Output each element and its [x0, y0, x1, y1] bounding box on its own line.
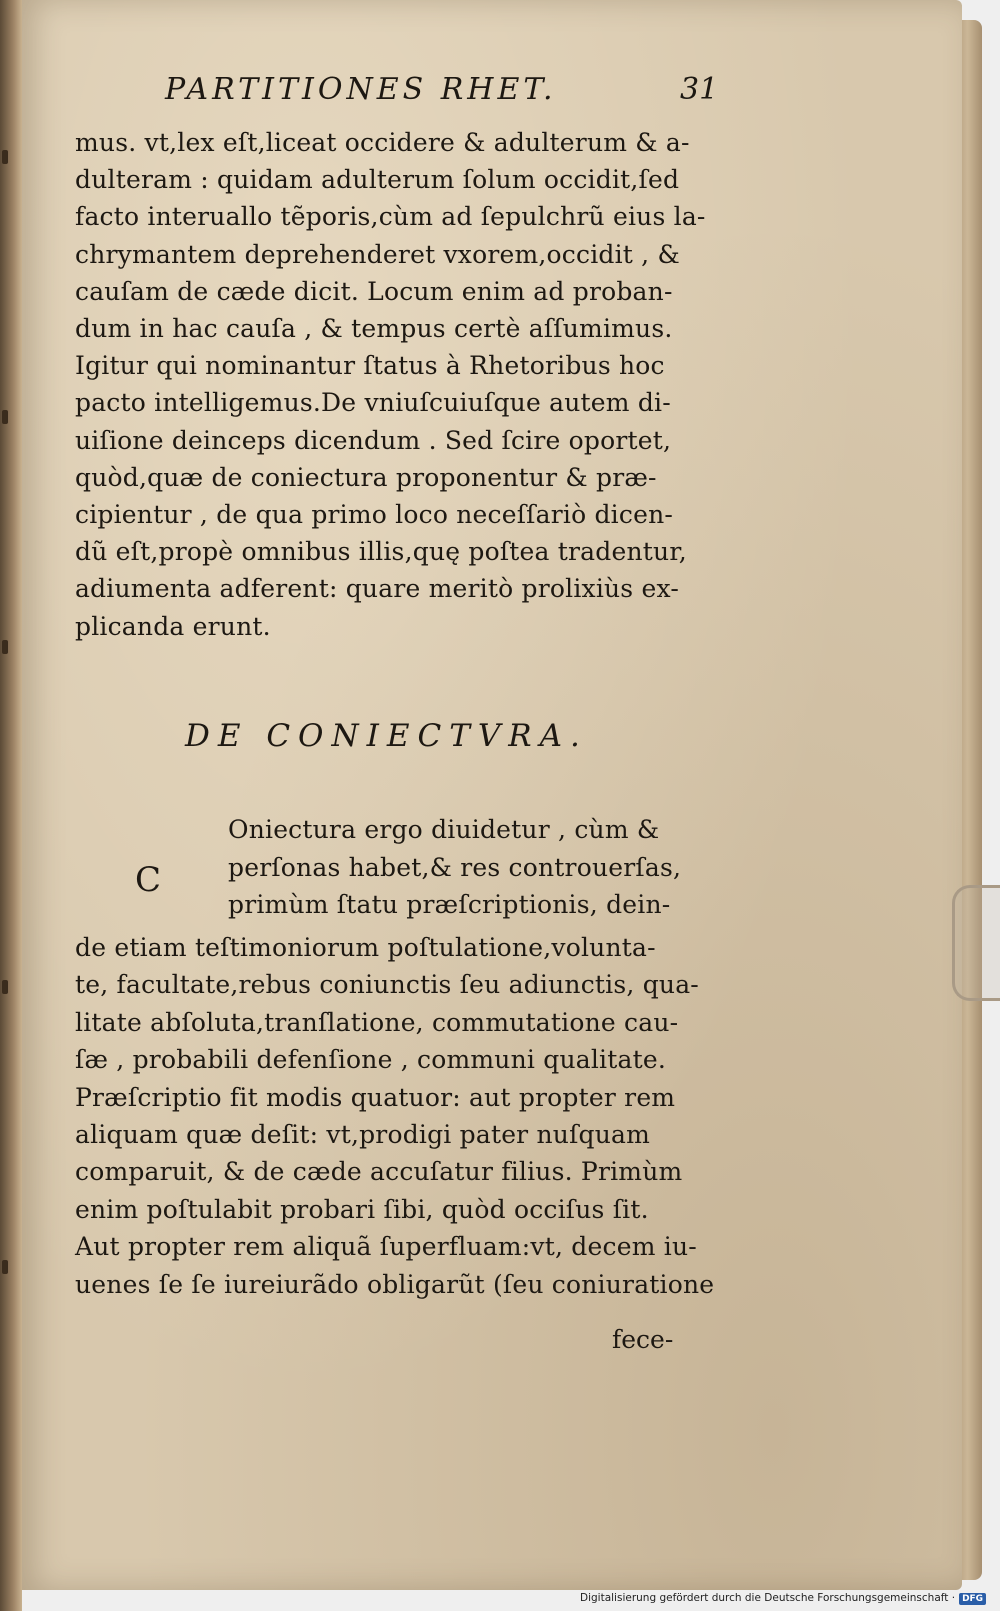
- text-line: enim poſtulabit probari ſibi, quòd occiſus ſit.: [75, 1194, 649, 1224]
- binding-notch: [2, 640, 8, 654]
- text-line: facto interuallo tẽporis,cùm ad ſepulchrũ eius la-: [75, 202, 706, 232]
- running-head-title: PARTITIONES RHET.: [165, 72, 557, 107]
- text-line: quòd,quæ de coniectura proponentur & præ-: [75, 462, 657, 492]
- section-title: DE CONIECTVRA.: [185, 718, 588, 754]
- text-line: te, facultate,rebus coniunctis ſeu adiunctis, qua-: [75, 970, 699, 1000]
- dfg-logo: DFG: [959, 1593, 986, 1605]
- credit-text: Digitalisierung gefördert durch die Deutsche Forschungsgemeinschaft ·: [580, 1592, 956, 1604]
- text-line: Aut propter rem aliquã ſuperfluam:vt, decem iu-: [75, 1232, 697, 1262]
- drop-cap: C: [135, 860, 162, 900]
- left-page-edge: [0, 0, 22, 1611]
- binding-notch: [2, 150, 8, 164]
- text-line: mus. vt,lex eſt,liceat occidere & adulterum & a-: [75, 128, 690, 157]
- text-line: uenes ſe ſe iureiurãdo obligarũt (ſeu coniuratione: [75, 1269, 715, 1299]
- text-line: chrymantem deprehenderet vxorem,occidit , &: [75, 239, 680, 269]
- text-line: comparuit, & de cæde accuſatur filius. Primùm: [75, 1157, 683, 1187]
- catchword: fece-: [612, 1325, 674, 1354]
- text-line: cipientur , de qua primo loco neceſſariò dicen-: [75, 500, 674, 529]
- text-line: dulteram : quidam adulterum ſolum occidit,ſed: [75, 165, 680, 195]
- binding-notch: [2, 1260, 8, 1274]
- text-line: plicanda erunt.: [75, 611, 271, 641]
- text-line: Oniectura ergo diuidetur , cùm &: [228, 815, 660, 844]
- text-line: de etiam teſtimoniorum poſtulatione,volunta-: [75, 933, 656, 962]
- text-line: dum in hac cauſa , & tempus certè aſſumimus.: [75, 314, 673, 343]
- text-line: adiumenta adferent: quare meritò prolixiùs ex-: [75, 574, 679, 604]
- folio-number: 31: [680, 72, 719, 107]
- binding-notch: [2, 410, 8, 424]
- text-line: ſæ , probabili defenſione , communi qualitate.: [75, 1045, 666, 1075]
- binding-notch: [2, 980, 8, 994]
- book-page: [22, 0, 962, 1590]
- text-line: dũ eſt,propè omnibus illis,quę poſtea tradentur,: [75, 537, 687, 567]
- digitization-credit: [580, 1592, 986, 1605]
- text-line: aliquam quæ deſit: vt,prodigi pater nuſquam: [75, 1120, 651, 1149]
- text-line: Præſcriptio fit modis quatuor: aut propter rem: [75, 1082, 676, 1112]
- text-line: uiſione deinceps dicendum . Sed ſcire oportet,: [75, 425, 672, 455]
- text-line: litate abſoluta,tranſlatione, commutatione cau-: [75, 1007, 679, 1037]
- running-head: [165, 72, 725, 107]
- text-line: pacto intelligemus.De vniuſcuiuſque autem di-: [75, 388, 671, 418]
- text-line: primùm ſtatu præſcriptionis, dein-: [228, 890, 671, 919]
- text-line: cauſam de cæde dicit. Locum enim ad proban-: [75, 276, 673, 306]
- text-line: perſonas habet,& res controuerſas,: [228, 852, 682, 882]
- page-clip: [952, 885, 1000, 1001]
- text-line: Igitur qui nominantur ſtatus à Rhetoribus hoc: [75, 351, 665, 381]
